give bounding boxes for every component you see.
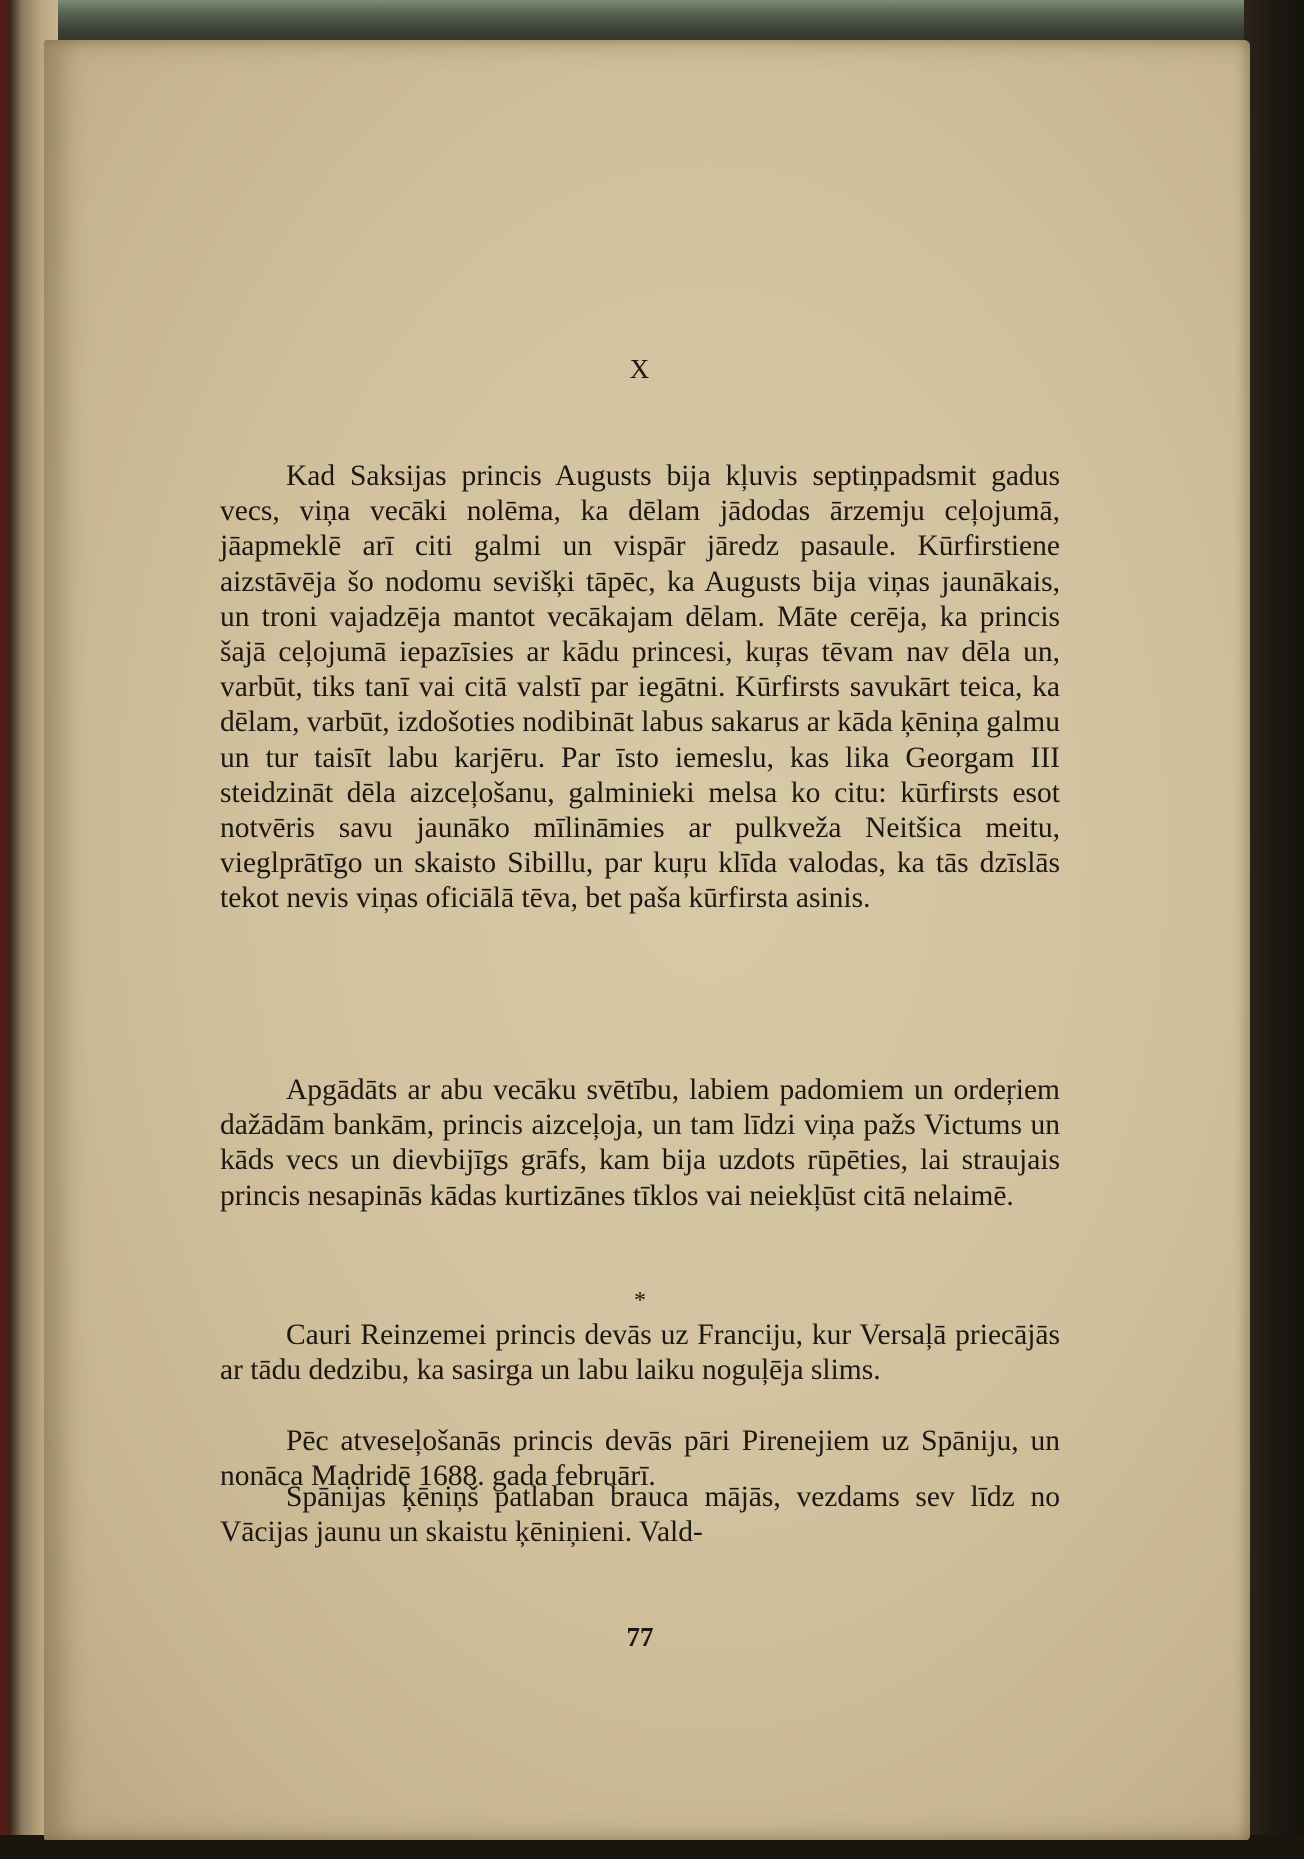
page-number: 77	[626, 1622, 654, 1652]
paragraph-4: Pēc atveseļošanās princis devās pāri Pirenejiem uz Spāniju, un nonāca Madridē 1688. gada februārī.	[220, 1425, 1060, 1493]
paragraph-5: Spānijas ķēniņš patlaban brauca mājās, vezdams sev līdz no Vācijas jaunu un skaistu ķēniņieni. Vald-	[220, 1481, 1060, 1549]
paragraph-3: Cauri Reinzemei princis devās uz Franciju, kur Versaļā priecājās ar tādu dedzibu, ka sasirga un labu laiku noguļēja slims.	[220, 1319, 1060, 1387]
book-right-edge	[1244, 0, 1304, 1859]
chapter-number: X	[629, 354, 651, 384]
book-page	[44, 40, 1250, 1840]
paragraph-2: Apgādāts ar abu vecāku svētību, labiem padomiem un ordeŗiem dažādām bankām, princis aizceļoja, un tam līdzi viņa pažs Victums un kāds vecs un dievbijīgs grāfs, kam bija uzdots rūpēties, lai straujais princis nesapinās kādas kurtizānes tīklos vai neiekļūst citā nelaimē.	[220, 1074, 1060, 1212]
paragraph-1: Kad Saksijas princis Augusts bija kļuvis septiņpadsmit gadus vecs, viņa vecāki nolēma, ka dēlam jādodas ārzemju ceļojumā, jāapmeklē arī citi galmi un vispār jāredz pasaule. Kūrfirstiene aizstāvēja šo nodomu sevišķi tāpēc, ka Augusts bija viņas jaunākais, un troni vajadzēja mantot vecākajam dēlam. Māte cerēja, ka princis šajā ceļojumā iepazīsies ar kādu princesi, kuŗas tēvam nav dēla un, varbūt, tiks tanī vai citā valstī par iegātni. Kūrfirsts savukārt teica, ka dēlam, varbūt, izdošoties nodibināt labus sakarus ar kāda ķēniņa galmu un tur taisīt labu karjēru. Par īsto iemeslu, kas lika Georgam III steidzināt dēla aizceļošanu, galminieki melsa ko citu: kūrfirsts esot notvēris savu jaunāko mīlināmies ar pulkveža Neitšica meitu, vieglprātīgo un skaisto Sibillu, par kuŗu klīda valodas, ka tās dzīslās tekot nevis viņas oficiālā tēva, bet paša kūrfirsta asinis.	[220, 460, 1060, 915]
section-break-asterisk: *	[634, 1288, 646, 1314]
